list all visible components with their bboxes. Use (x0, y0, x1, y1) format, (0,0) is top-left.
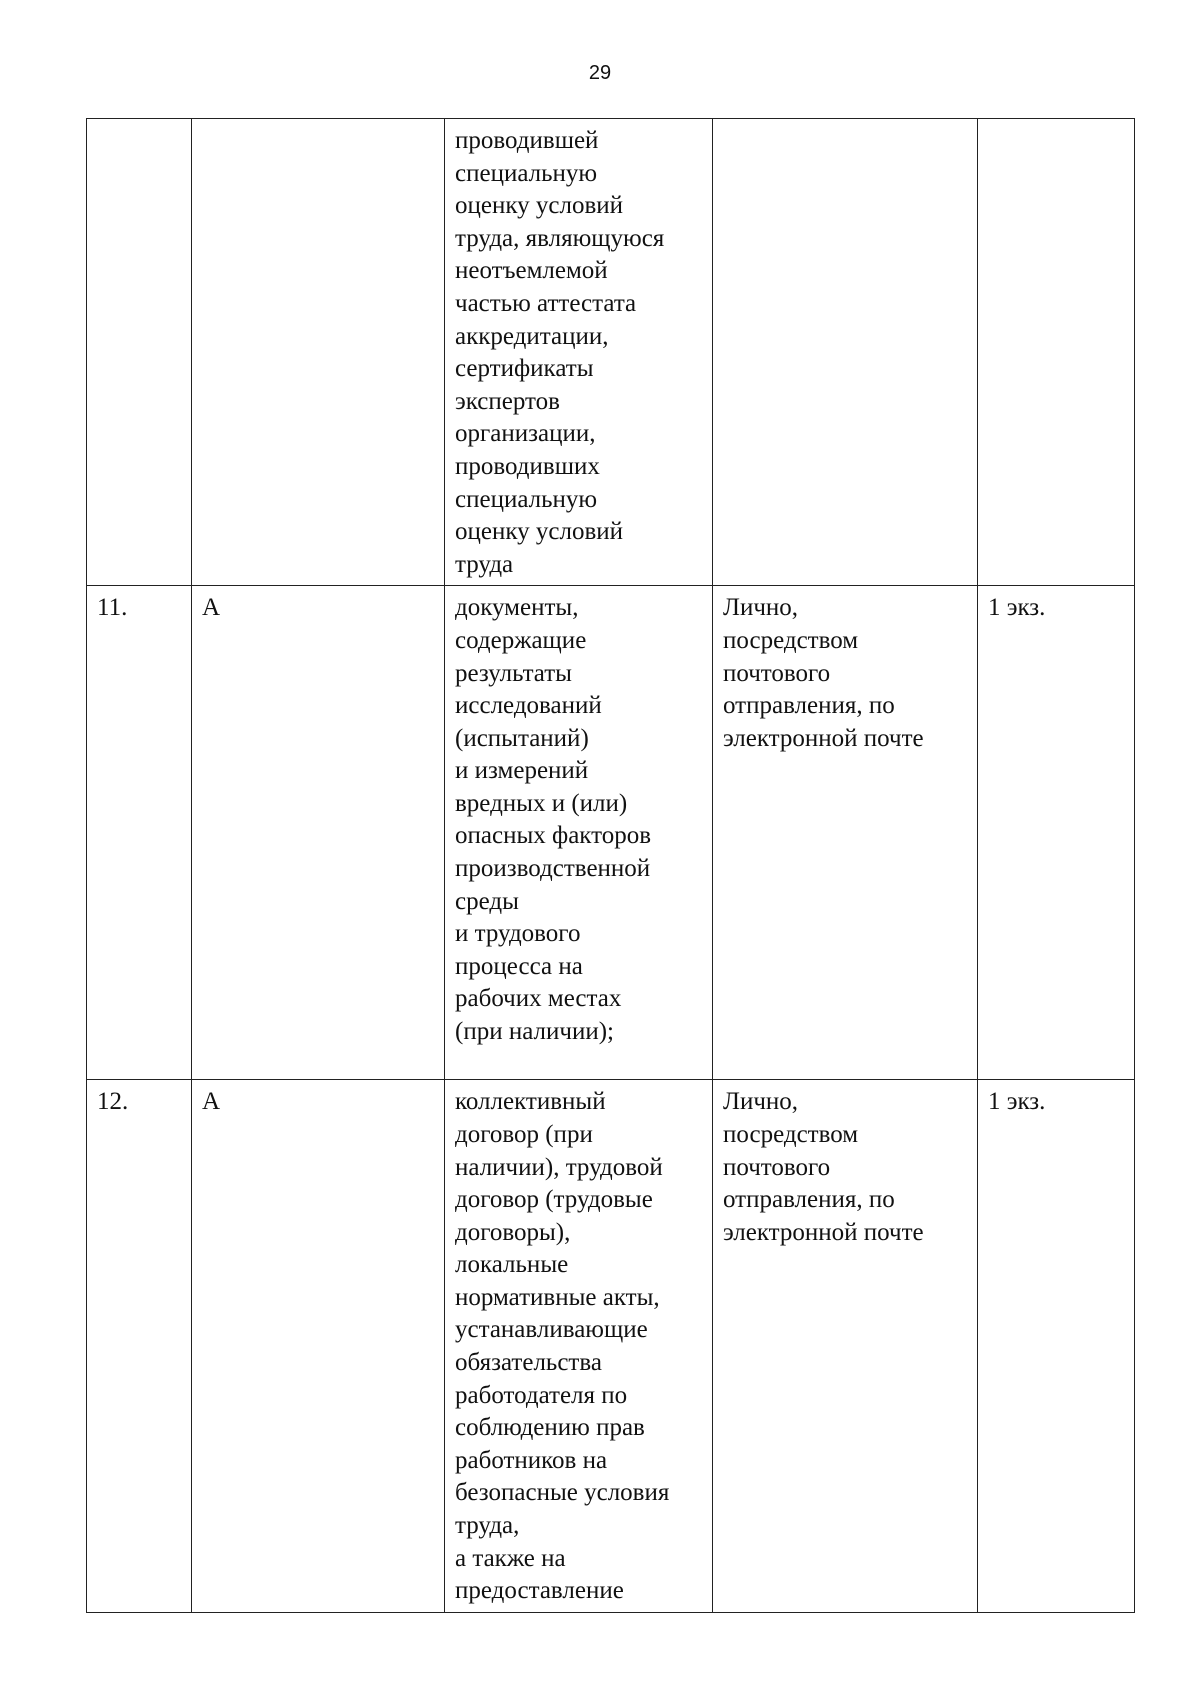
document-description: проводившей специальную оценку условий труда, являющуюся неотъемлемой частью аттестата аккредитации, сертификаты экспертов организации, проводивших специальную оценку условий труда (455, 127, 665, 578)
submission-method: Лично, посредством почтового отправления, по электронной почте (723, 594, 924, 752)
row-number: 11. (97, 594, 128, 622)
category-cell (192, 586, 445, 1080)
category-cell (192, 119, 445, 586)
method-cell (713, 1080, 978, 1613)
method-cell (713, 586, 978, 1080)
copies-count: 1 экз. (988, 594, 1046, 622)
document-cell (445, 1080, 713, 1613)
category-code: А (202, 1088, 221, 1116)
table-row (87, 1080, 1135, 1613)
table-row (87, 586, 1135, 1080)
submission-method: Лично, посредством почтового отправления, по электронной почте (723, 1088, 924, 1246)
row-number: 12. (97, 1088, 129, 1116)
copies-count: 1 экз. (988, 1088, 1046, 1116)
copies-cell (978, 119, 1135, 586)
document-cell (445, 119, 713, 586)
copies-cell (978, 1080, 1135, 1613)
copies-cell (978, 586, 1135, 1080)
category-code: А (202, 594, 221, 622)
documents-table (86, 118, 1135, 1613)
method-cell (713, 119, 978, 586)
row-number-cell (87, 1080, 192, 1613)
table-row (87, 119, 1135, 586)
row-number-cell (87, 586, 192, 1080)
document-cell (445, 586, 713, 1080)
document-description: коллективный договор (при наличии), трудовой договор (трудовые договоры), локальные нормативные акты, устанавливающие обязательства работодателя по соблюдению прав работников на безопасные условия труда, а также на предоставление (455, 1088, 670, 1605)
page-number: 29 (588, 62, 612, 84)
category-cell (192, 1080, 445, 1613)
document-description: документы, содержащие результаты исследований (испытаний) и измерений вредных и (или) опасных факторов производственной среды и трудового процесса на рабочих местах (при наличии); (455, 594, 652, 1046)
row-number-cell (87, 119, 192, 586)
